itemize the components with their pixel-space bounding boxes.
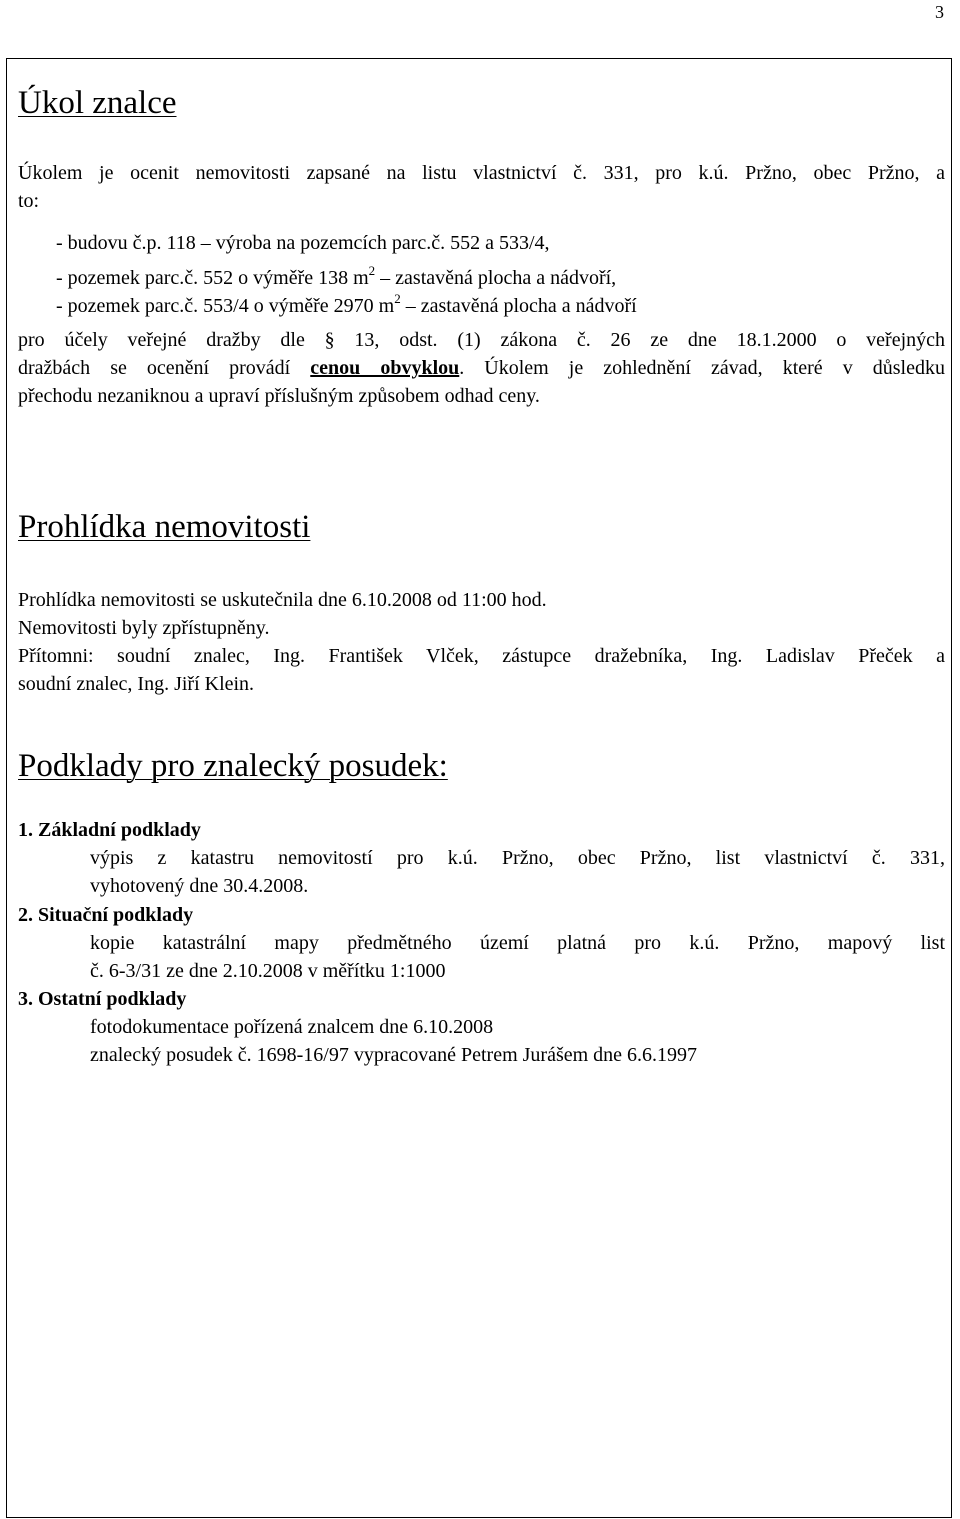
list-item-building: - budovu č.p. 118 – výroba na pozemcích parc.č. 552 a 533/4, [56, 232, 550, 254]
purpose-line-2-a: dražbách se ocenění provádí [18, 357, 311, 379]
group-title-3: 3. Ostatní podklady [18, 988, 187, 1010]
inspection-date-line: Prohlídka nemovitosti se uskutečnila dne 6.10.2008 od 11:00 hod. [18, 589, 547, 611]
group-1-line-2: vyhotovený dne 30.4.2008. [90, 875, 309, 897]
usual-price-emphasis: cenou obvyklou [310, 357, 460, 379]
attendees-line-1: Přítomni: soudní znalec, Ing. František Vlček, zástupce dražebníka, Ing. Ladislav Přeček a [18, 645, 945, 667]
section-heading-prohlidka: Prohlídka nemovitosti [18, 509, 311, 545]
group-3-line-1: fotodokumentace pořízená znalcem dne 6.10.2008 [90, 1016, 494, 1038]
intro-line-2: to: [18, 190, 40, 212]
purpose-line-1: pro účely veřejné dražby dle § 13, odst. (1) zákona č. 26 ze dne 18.1.2000 o veřejných [18, 329, 945, 351]
group-3-line-2: znalecký posudek č. 1698-16/97 vypracované Petrem Jurášem dne 6.6.1997 [90, 1044, 698, 1066]
purpose-line-3: přechodu nezaniknou a upraví příslušným způsobem odhad ceny. [18, 385, 540, 407]
intro-line-1: Úkolem je ocenit nemovitosti zapsané na listu vlastnictví č. 331, pro k.ú. Pržno, obec Pržno, a [18, 162, 945, 184]
group-2-line-1: kopie katastrální mapy předmětného území platná pro k.ú. Pržno, mapový list [90, 932, 945, 954]
purpose-line-2-b: . Úkolem je zohlednění závad, které v důsledku [459, 357, 945, 379]
inspection-access-line: Nemovitosti byly zpřístupněny. [18, 617, 270, 639]
group-title-2: 2. Situační podklady [18, 904, 194, 926]
parcel-553-sup: 2 [394, 291, 401, 306]
parcel-552-rest: – zastavěná plocha a nádvoří, [375, 267, 617, 289]
parcel-552-text: - pozemek parc.č. 552 o výměře 138 m [56, 267, 369, 289]
group-2-line-2: č. 6-3/31 ze dne 2.10.2008 v měřítku 1:1000 [90, 960, 446, 982]
attendees-line-2: soudní znalec, Ing. Jiří Klein. [18, 673, 255, 695]
page-number: 3 [935, 2, 944, 22]
parcel-553-rest: – zastavěná plocha a nádvoří [400, 295, 637, 317]
group-title-1: 1. Základní podklady [18, 819, 201, 841]
list-item-parcel-553 [56, 285, 637, 320]
parcel-552-sup: 2 [368, 263, 376, 278]
parcel-553-text: - pozemek parc.č. 553/4 o výměře 2970 m [56, 295, 395, 317]
section-heading-ukol: Úkol znalce [18, 85, 177, 121]
purpose-line-2 [18, 354, 945, 382]
group-1-line-1: výpis z katastru nemovitostí pro k.ú. Pržno, obec Pržno, list vlastnictví č. 331, [90, 847, 945, 869]
section-heading-podklady: Podklady pro znalecký posudek: [18, 748, 448, 784]
